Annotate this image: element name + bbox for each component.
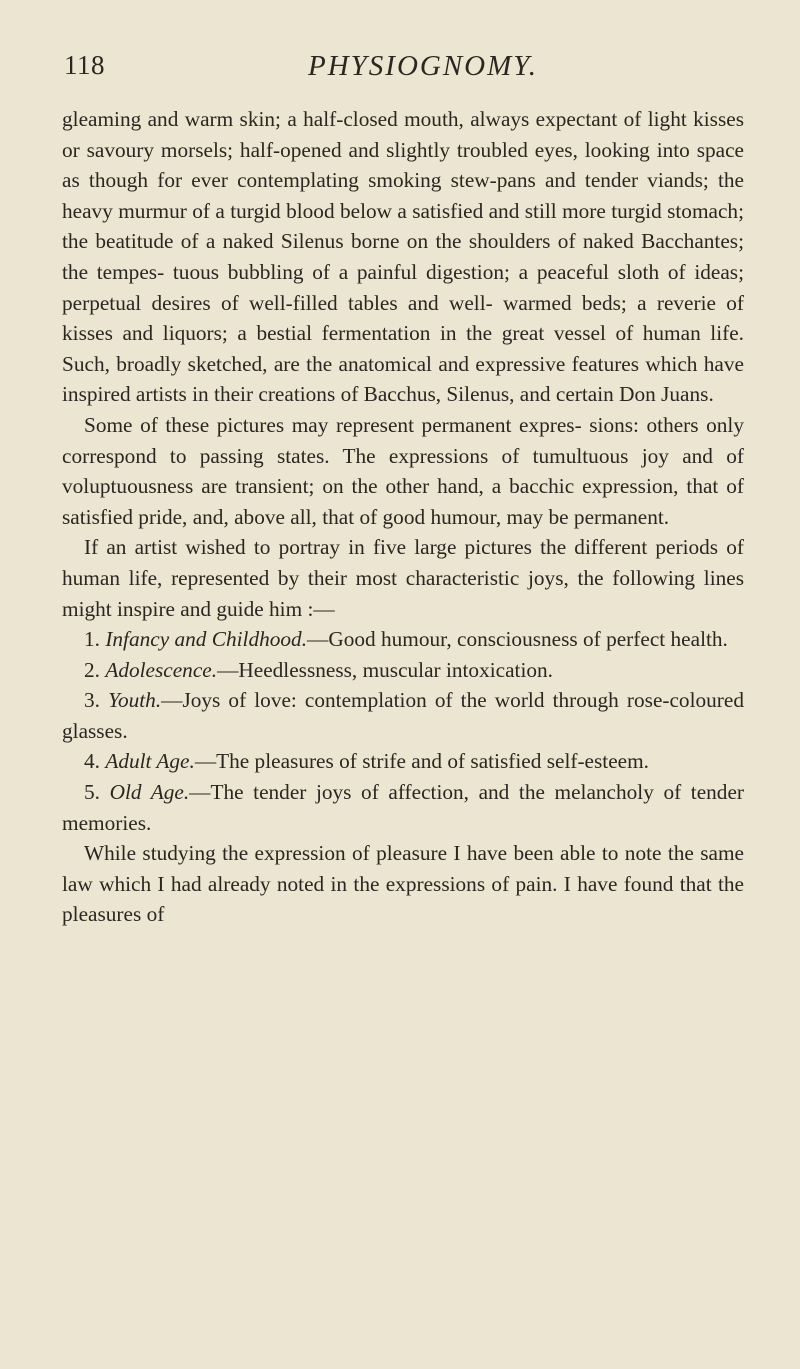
period-number: 1. [84,627,100,652]
period-number: 4. [84,749,100,774]
period-title: Youth. [108,688,162,713]
running-title: PHYSIOGNOMY. [308,50,538,82]
period-item-5 [62,777,744,838]
period-number: 3. [84,688,100,713]
period-title: Infancy and Childhood. [105,627,308,652]
body-text [62,104,744,930]
period-text: —The pleasures of strife and of satisfied self-esteem. [194,749,649,774]
period-item-1 [62,624,744,655]
period-text: —Joys of love: contemplation of the world through rose-coloured glasses. [62,688,744,743]
paragraph-permanent-expressions: Some of these pictures may represent permanent expres- sions: others only correspond to passing states. The expressions of tumultuous joy and of voluptuousness are transient; on the other hand, a bacchic expression, that of satisfied pride, and, above all, that of good humour, may be permanent. [62,412,744,529]
period-text: —Heedlessness, muscular intoxication. [217,657,554,682]
period-text: —Good humour, consciousness of perfect health. [307,627,728,652]
page-number: 118 [64,50,105,80]
paragraph-artist-pictures: If an artist wished to portray in five large pictures the different periods of human life, represented by their most characteristic joys, the following lines might inspire and guide him :— [62,535,744,621]
period-title: Old Age. [109,780,190,805]
period-number: 5. [84,780,100,805]
page-header [62,50,744,90]
period-text: —The tender joys of affection, and the melancholy of tender memories. [62,780,744,835]
period-title: Adolescence. [105,657,218,682]
period-item-3 [62,685,744,746]
period-item-2 [62,655,744,686]
period-number: 2. [84,657,100,682]
period-title: Adult Age. [105,749,195,774]
paragraph-expression-of-pleasure: While studying the expression of pleasure I have been able to note the same law which I had already noted in the expressions of pain. I have found that the pleasures of [62,841,744,927]
period-item-4 [62,746,744,777]
paragraph-features: gleaming and warm skin; a half-closed mouth, always expectant of light kisses or savoury morsels; half-opened and slightly troubled eyes, looking into space as though for ever contemplating smoking stew-pans and tender viands; the heavy murmur of a turgid blood below a satisfied and still more turgid stomach; the beatitude of a naked Silenus borne on the shoulders of naked Bacchantes; the tempes- tuous bubbling of a painful digestion; a peaceful sloth of ideas; perpetual desires of well-filled tables and well- warmed beds; a reverie of kisses and liquors; a bestial fermentation in the great vessel of human life. Such, broadly sketched, are the anatomical and expressive features which have inspired artists in their creations of Bacchus, Silenus, and certain Don Juans. [62,107,744,407]
